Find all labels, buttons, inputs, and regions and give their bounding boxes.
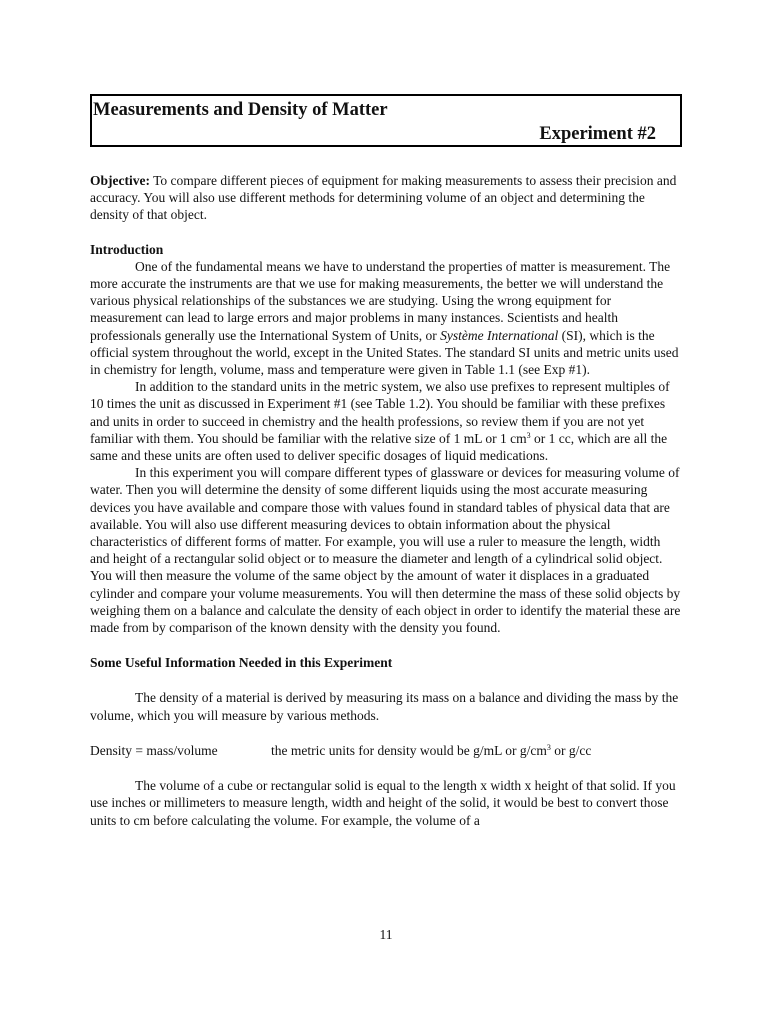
- intro-p2-end: or 1 cc, which are all the same and these units are often used to deliver specific dosages of liquid medications.: [90, 430, 668, 464]
- intro-paragraph-3: In this experiment you will compare different types of glassware or devices for measuring volume of water. Then you will determine the density of some different liquids using the most accurate measuring devices you have available and compare those with values found in standard tables of physical data that are available. You will also use different measuring devices to obtain information about the physical characteristics of different forms of matter. For example, you will use a ruler to measure the length, width and height of a rectangular solid object or to measure the diameter and length of a cylindrical solid object. You will then measure the volume of the same object by the amount of water it displaces in a graduated cylinder and compare your volume measurements. You will then determine the mass of these solid objects by weighing them on a balance and calculate the density of each object in order to identify the material these are made from by comparison of the known density with the density you found.: [90, 465, 681, 636]
- objective-text: To compare different pieces of equipment for making measurements to assess their precision and accuracy. You will also use different methods for determining volume of an object and determining the density of that object.: [90, 173, 677, 223]
- title-box: [90, 94, 682, 147]
- intro-paragraph-1: [90, 258, 682, 378]
- intro-paragraph-2: [90, 378, 682, 464]
- intro-p2-text: In addition to the standard units in the metric system, we also use prefixes to represent multiples of 10 times the unit as discussed in Experiment #1 (see Table 1.2). You should be familiar with these prefixes and units in order to succeed in chemistry and the health professions, so review them if you are not yet familiar with them. You should be familiar with the relative size of 1 mL or 1 cm: [90, 379, 670, 446]
- introduction-heading: Introduction: [90, 241, 164, 257]
- useful-info-heading: Some Useful Information Needed in this Experiment: [90, 655, 393, 671]
- density-units-end: or g/cc: [550, 742, 592, 758]
- intro-p2-superscript: 3: [526, 430, 531, 440]
- density-units-superscript: 3: [546, 742, 551, 752]
- document-body: [90, 172, 682, 829]
- document-title: Measurements and Density of Matter: [93, 100, 388, 120]
- density-formula: Density = mass/volume: [90, 742, 218, 758]
- experiment-number: Experiment #2: [539, 124, 656, 144]
- intro-p1-end: (SI), which is the official system throughout the world, except in the United States. The standard SI units and metric units used in chemistry for length, volume, mass and temperature were given in Table 1.1 (see Exp #1).: [90, 327, 679, 378]
- objective-label: Objective:: [90, 173, 150, 188]
- density-formula-line: [90, 742, 682, 759]
- intro-p1-text: One of the fundamental means we have to understand the properties of matter is measurement. The more accurate the instruments are that we use for making measurements, the better we will understand the various physical relationships of the substances we are studying. Using the wrong equipment for measurement can lead to large errors and major problems in many instances. Scientists and health professionals generally use the International System of Units, or: [90, 258, 671, 343]
- intro-p1-italic: Système International: [440, 327, 559, 343]
- useful-info-paragraph-2: The volume of a cube or rectangular solid is equal to the length x width x height of that solid. If you use inches or millimeters to measure length, width and height of the solid, it would be best to convert those units to cm before calculating the volume. For example, the volume of a: [90, 778, 676, 828]
- document-page: [90, 0, 686, 1024]
- density-units: the metric units for density would be g/mL or g/cm: [271, 742, 547, 758]
- objective-paragraph: [90, 172, 682, 224]
- page-number: 11: [379, 927, 393, 942]
- useful-info-paragraph-1: The density of a material is derived by measuring its mass on a balance and dividing the mass by the volume, which you will measure by various methods.: [90, 690, 679, 723]
